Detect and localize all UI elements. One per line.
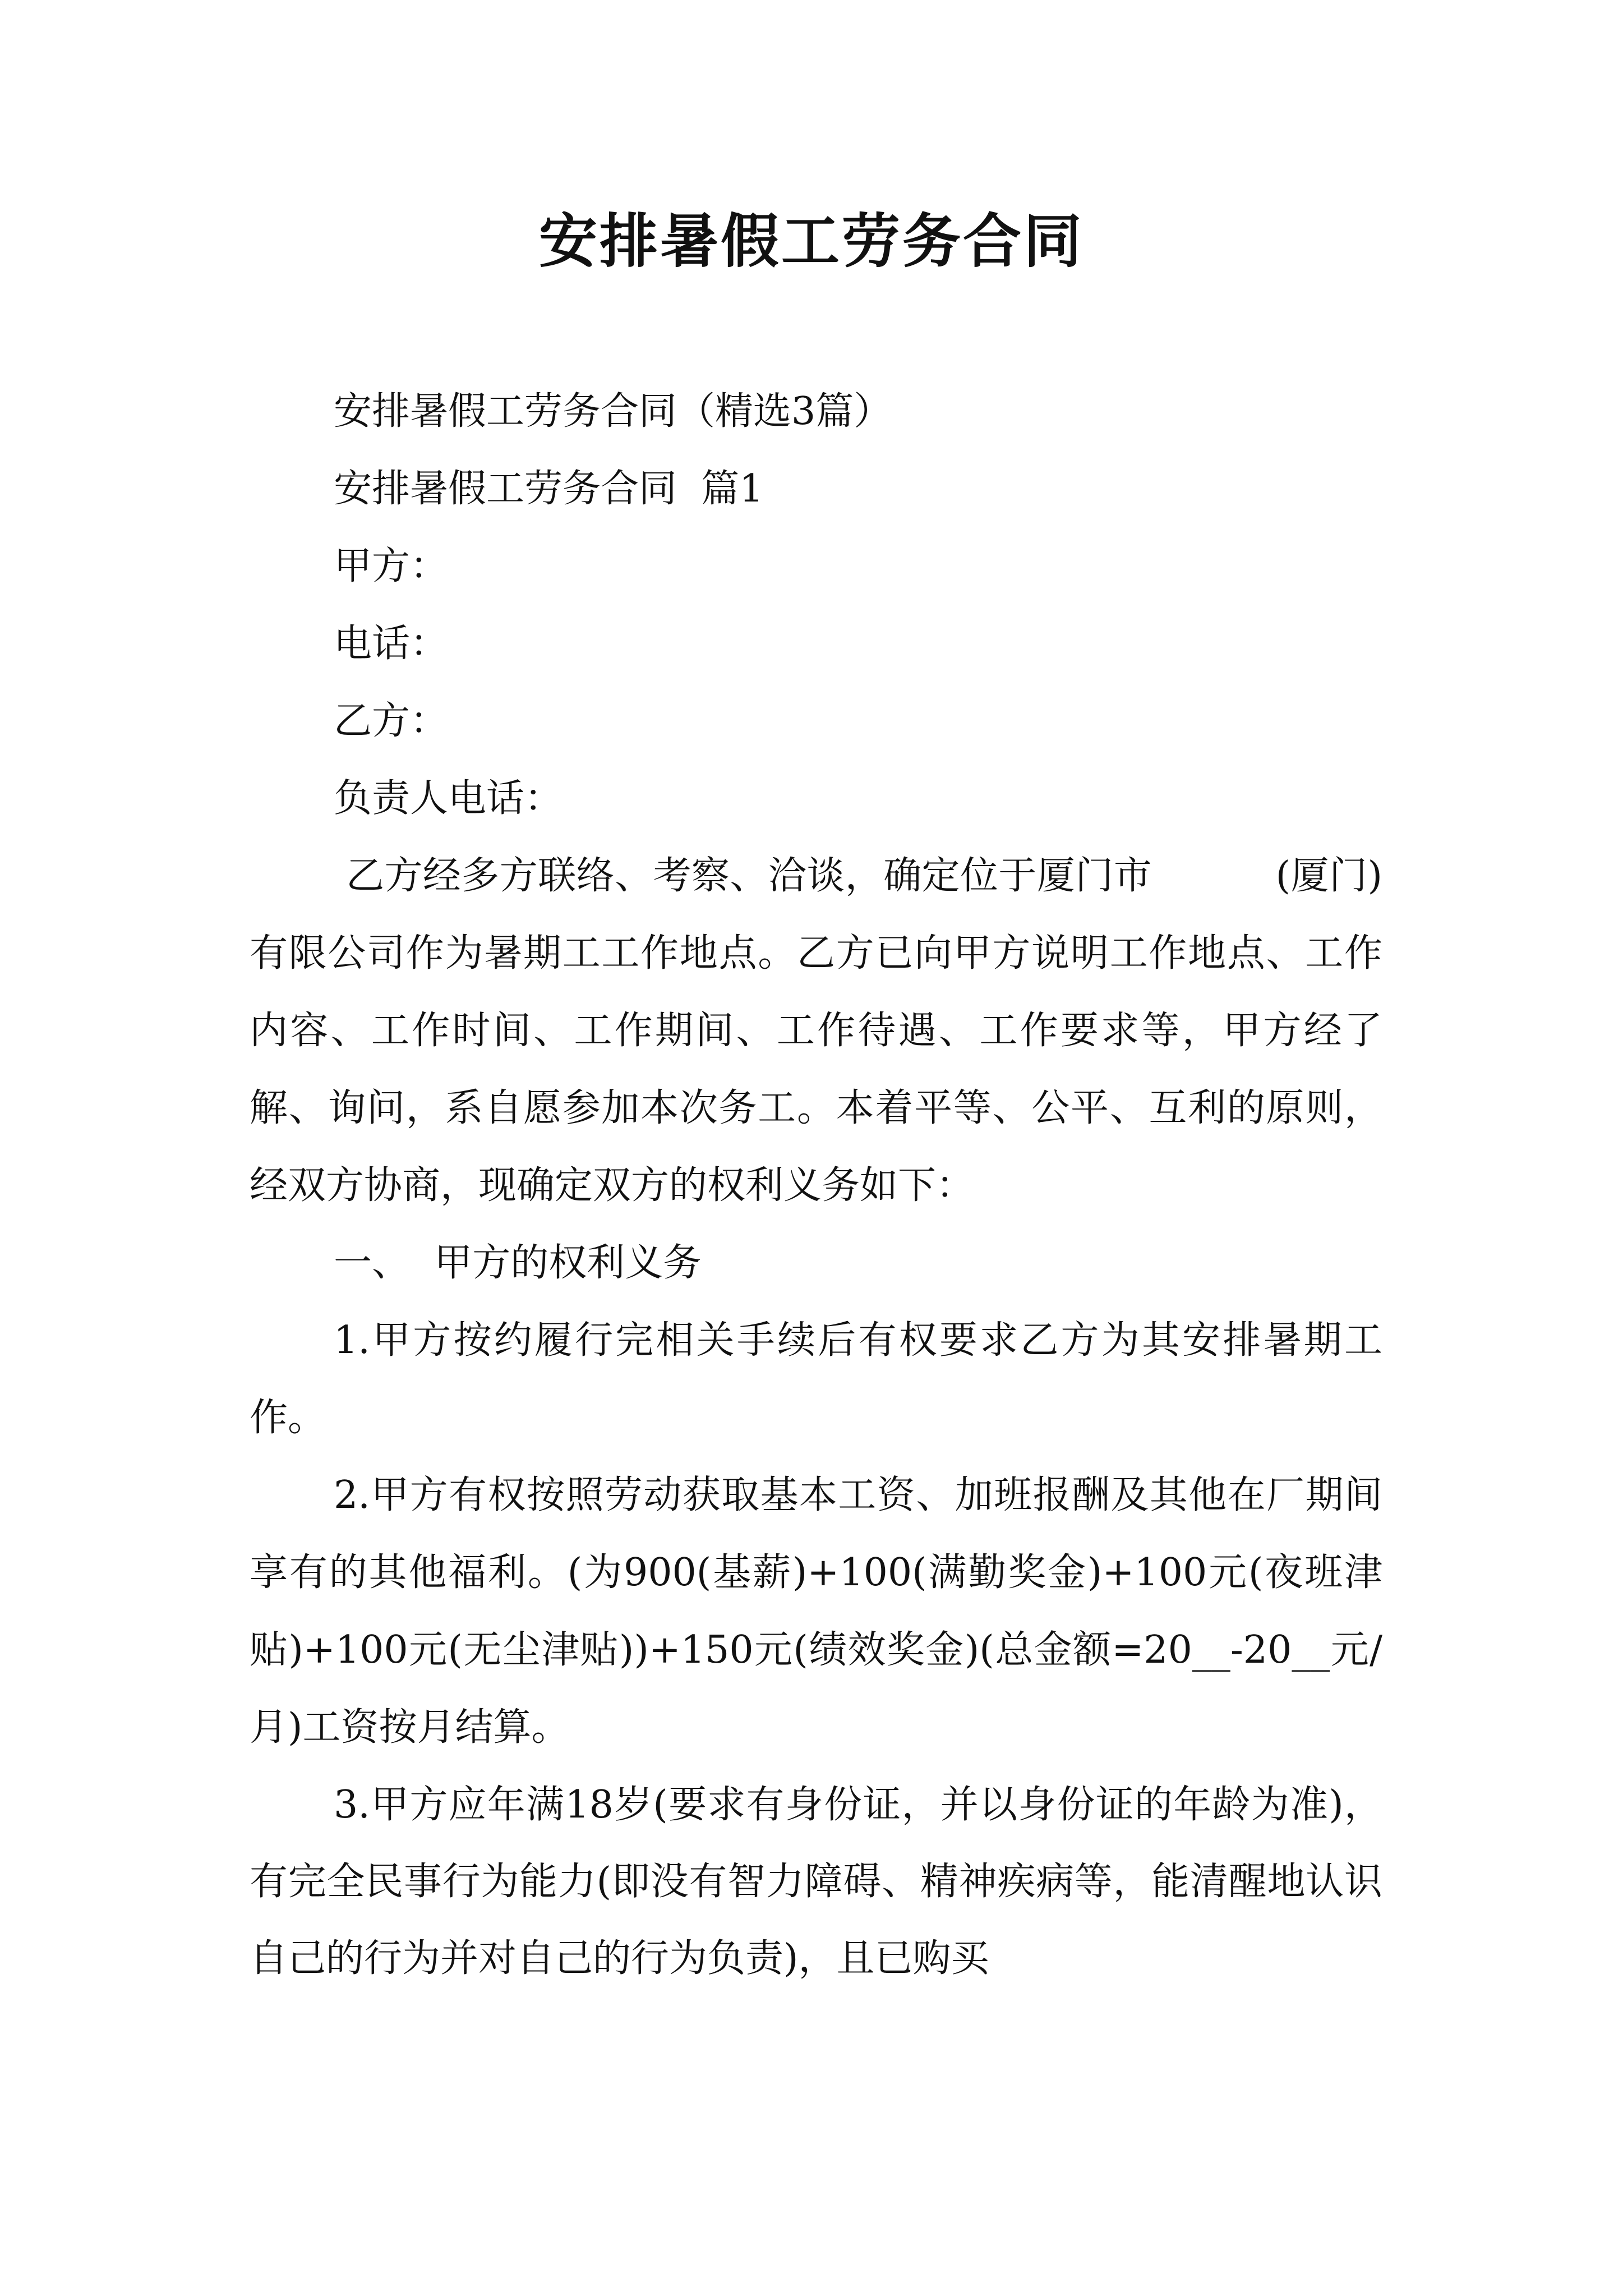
paragraph-party-a: 甲方：: [334, 544, 449, 588]
paragraph-contact-phone: 负责人电话：: [334, 776, 563, 821]
paragraph-subtitle: 安排暑假工劳务合同（精选3篇）: [334, 389, 892, 434]
paragraph-phone: 电话：: [334, 622, 449, 666]
paragraph-party-b: 乙方：: [334, 699, 449, 743]
paragraph-clause-heading: 一、 甲方的权利义务: [334, 1241, 702, 1285]
paragraph-clause-2: 2.甲方有权按照劳动获取基本工资、加班报酬及其他在厂期间享有的其他福利。(为900(基薪)+100(满勤奖金)+100元(夜班津贴)+100元(无尘津贴))+150元(绩效奖金)(总金额=20__-20__元/月)工资按月结算。: [250, 1473, 1382, 1750]
paragraph-preamble: 乙方经多方联络、考察、洽谈，确定位于厦门市 (厦门)有限公司作为暑期工工作地点。乙方已向甲方说明工作地点、工作内容、工作时间、工作期间、工作待遇、工作要求等，甲方经了解、询问，系自愿参加本次务工。本着平等、公平、互利的原则，经双方协商，现确定双方的权利义务如下：: [250, 854, 1382, 1208]
paragraph-clause-1: 1.甲方按约履行完相关手续后有权要求乙方为其安排暑期工作。: [250, 1318, 1382, 1440]
paragraph-section-heading: 安排暑假工劳务合同 篇1: [334, 467, 764, 511]
document-title: 安排暑假工劳务合同: [538, 206, 1084, 275]
document-body: [250, 373, 1382, 1997]
paragraph-clause-3: 3.甲方应年满18岁(要求有身份证，并以身份证的年龄为准)，有完全民事行为能力(即没有智力障碍、精神疾病等，能清醒地认识自己的行为并对自己的行为负责)，且已购买: [250, 1783, 1382, 1981]
